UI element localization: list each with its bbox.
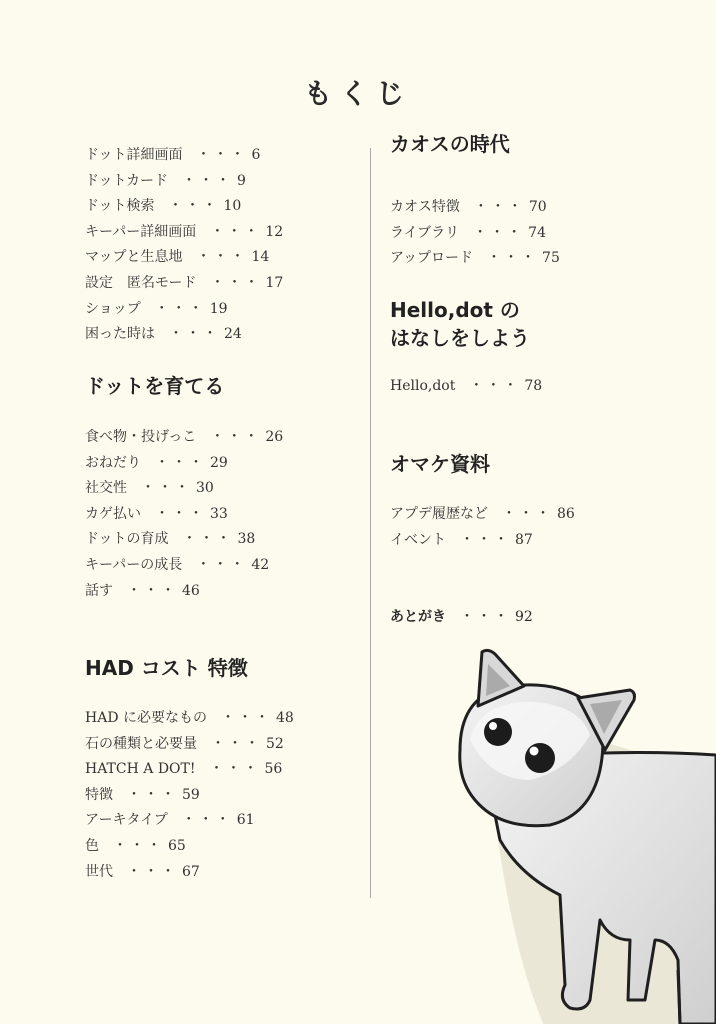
- afterword-dots: ・・・: [460, 609, 511, 625]
- toc-entry[interactable]: アップロード ・・・ 75: [390, 250, 560, 267]
- page-title: もくじ: [303, 77, 412, 110]
- toc-entry[interactable]: おねだり ・・・ 29: [85, 454, 228, 471]
- section-heading-had: HAD コスト 特徴: [85, 656, 248, 680]
- toc-entry-afterword[interactable]: [390, 605, 533, 630]
- toc-entry[interactable]: 困った時は ・・・ 24: [85, 326, 242, 343]
- toc-list-had: [85, 706, 294, 885]
- toc-entry[interactable]: 社交性 ・・・ 30: [85, 480, 214, 497]
- section-heading-hello-line2: はなしをしよう: [390, 326, 530, 350]
- toc-entry[interactable]: キーパー詳細画面 ・・・ 12: [85, 223, 284, 240]
- section-heading-hello: [390, 296, 530, 352]
- toc-entry[interactable]: カゲ払い ・・・ 33: [85, 505, 228, 522]
- toc-entry[interactable]: マップと生息地 ・・・ 14: [85, 249, 270, 266]
- toc-entry[interactable]: ドット検索 ・・・ 10: [85, 198, 242, 215]
- toc-list-raise: [85, 425, 283, 604]
- section-heading-hello-line1: Hello,dot の: [390, 298, 520, 322]
- toc-list-hello: [390, 374, 542, 400]
- toc-entry[interactable]: Hello,dot ・・・ 78: [390, 378, 543, 394]
- toc-entry[interactable]: キーパーの成長 ・・・ 42: [85, 556, 270, 573]
- toc-list-intro: [85, 143, 283, 348]
- toc-entry[interactable]: ドットの育成 ・・・ 38: [85, 531, 256, 548]
- toc-entry[interactable]: ショップ ・・・ 19: [85, 300, 228, 317]
- toc-entry[interactable]: ライブラリ ・・・ 74: [390, 224, 546, 241]
- toc-entry[interactable]: 食べ物・投げっこ ・・・ 26: [85, 429, 284, 445]
- section-heading-extras: オマケ資料: [390, 452, 490, 476]
- toc-list-extras: [390, 502, 575, 553]
- toc-entry[interactable]: ドット詳細画面 ・・・ 6: [85, 147, 261, 163]
- toc-entry[interactable]: アプデ履歴など ・・・ 86: [390, 506, 575, 522]
- toc-entry[interactable]: 特徴 ・・・ 59: [85, 786, 200, 803]
- toc-entry[interactable]: 世代 ・・・ 67: [85, 863, 200, 880]
- section-heading-raise: ドットを育てる: [85, 374, 225, 398]
- toc-list-chaos: [390, 195, 560, 272]
- toc-entry[interactable]: 話す ・・・ 46: [85, 582, 200, 599]
- toc-entry[interactable]: アーキタイプ ・・・ 61: [85, 812, 255, 829]
- toc-entry[interactable]: 設定 匿名モード ・・・ 17: [85, 274, 284, 291]
- section-heading-chaos: カオスの時代: [390, 132, 510, 156]
- afterword-page: 92: [515, 609, 533, 625]
- toc-entry[interactable]: 石の種類と必要量 ・・・ 52: [85, 735, 284, 752]
- toc-entry[interactable]: カオス特徴 ・・・ 70: [390, 199, 547, 215]
- toc-entry[interactable]: HATCH A DOT! ・・・ 56: [85, 761, 283, 778]
- column-divider: [370, 148, 371, 898]
- afterword-label: あとがき: [390, 609, 446, 625]
- cat-illustration: [440, 640, 716, 1024]
- toc-entry[interactable]: ドットカード ・・・ 9: [85, 172, 246, 189]
- toc-entry[interactable]: 色 ・・・ 65: [85, 837, 186, 854]
- toc-entry[interactable]: イベント ・・・ 87: [390, 531, 533, 548]
- toc-entry[interactable]: HAD に必要なもの ・・・ 48: [85, 710, 294, 726]
